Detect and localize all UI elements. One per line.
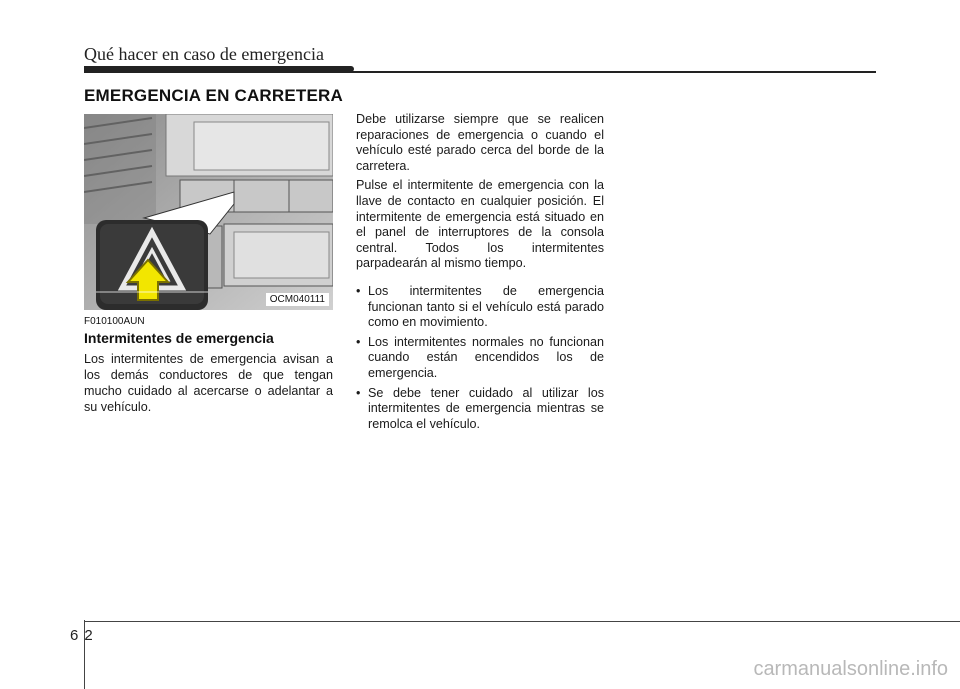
reference-code: F010100AUN [84, 316, 145, 327]
right-column [356, 112, 604, 436]
header-title: Qué hacer en caso de emergencia [84, 44, 325, 64]
header-rule [84, 71, 876, 73]
subheading-hazard-lights: Intermitentes de emergencia [84, 330, 274, 346]
paragraph-usage: Debe utilizarse siempre que se realicen reparaciones de emergencia o cuando el vehículo esté parado cerca del borde de la carretera. [356, 112, 604, 173]
hazard-switch-figure [84, 114, 333, 310]
bullet-list [356, 284, 604, 432]
page-number: 62 [70, 627, 99, 644]
list-item: • Los intermitentes normales no funcionan cuando están encendidos los de emergencia. [356, 335, 604, 382]
figure-code: OCM040111 [266, 293, 329, 306]
dashboard-illustration [84, 114, 333, 310]
watermark: carmanualsonline.info [753, 658, 948, 680]
footer-horizontal-rule [84, 621, 960, 622]
section-title: EMERGENCIA EN CARRETERA [84, 86, 343, 105]
hazard-lights-description: Los intermitentes de emergencia avisan a los demás conductores de que tengan mucho cuidado al acercarse o adelantar a su vehículo. [84, 352, 333, 414]
list-item: • Se debe tener cuidado al utilizar los intermitentes de emergencia mientras se remolca el vehículo. [356, 386, 604, 433]
paragraph-operation: Pulse el intermitente de emergencia con la llave de contacto en cualquier posición. El intermitente de emergencia está situado en el panel de interruptores de la consola central. Todos los intermitentes parpadearán al mismo tiempo. [356, 178, 604, 271]
list-item: • Los intermitentes de emergencia funcionan tanto si el vehículo está parado como en movimiento. [356, 284, 604, 331]
